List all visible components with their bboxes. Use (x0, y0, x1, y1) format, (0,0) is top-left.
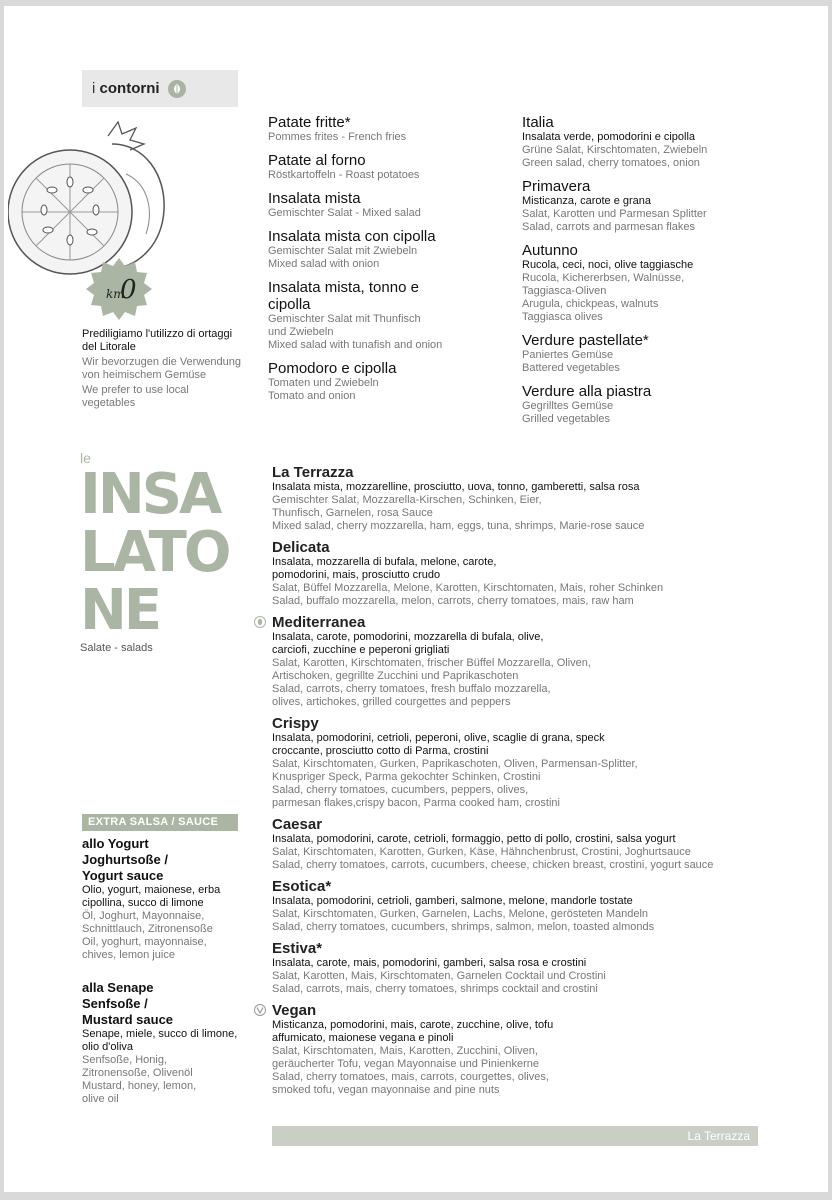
item-name: Verdure alla piastra (522, 383, 652, 400)
salad-name: Vegan (272, 1002, 317, 1019)
salad-name: Mediterranea (272, 614, 366, 631)
item-translation: Röstkartoffeln - Roast potatoes (268, 169, 420, 181)
item-translation-de: Tomaten und Zwiebeln (268, 377, 379, 389)
salad-translation-de: Salat, Kirschtomaten, Karotten, Gurken, Käse, Hähnchenbrust, Crostini, Joghurtsauce (272, 846, 691, 858)
item-description: Rucola, ceci, noci, olive taggiasche (522, 259, 694, 271)
salsa-item (82, 836, 242, 962)
insalatone-title (80, 450, 260, 654)
salsa-name: alla Senape Senfsoße / Mustard sauce (82, 980, 174, 1027)
leaf-badge-icon (168, 80, 186, 98)
item-translation-en: Mixed salad with onion (268, 258, 380, 270)
item-name: Autunno (522, 242, 578, 259)
salad-item (272, 614, 772, 709)
salad-translation-en: Salad, carrots, mais, cherry tomatoes, shrimps cocktail and crostini (272, 983, 598, 995)
salsa-description: Olio, yogurt, maionese, erba cipollina, succo di limone (82, 884, 221, 909)
vegan-icon (254, 1004, 266, 1016)
salad-name: Estiva* (272, 940, 323, 957)
insalatone-row-1: INSA (80, 462, 220, 527)
item-translation-de: Gemischter Salat mit Thunfisch und Zwiebeln (268, 313, 421, 338)
salad-translation-de: Salat, Karotten, Mais, Kirschtomaten, Garnelen Cocktail und Crostini (272, 970, 606, 982)
item-translation-en: Mixed salad with tunafish and onion (268, 339, 443, 351)
km0-seal-icon (86, 256, 152, 322)
insalatone-row-2: LATO (80, 520, 229, 585)
item-name: Insalata mista (268, 190, 361, 207)
salad-description: Insalata mista, mozzarelline, prosciutto, uova, tonno, gamberetti, salsa rosa (272, 481, 640, 493)
menu-item (268, 190, 496, 220)
salsa-description: Senape, miele, succo di limone, olio d'oliva (82, 1028, 238, 1053)
salad-translation-de: Salat, Karotten, Kirschtomaten, frischer Büffel Mozzarella, Oliven, Artischoken, gegrillte Zucchini und Paprikaschoten (272, 657, 591, 682)
item-name: Primavera (522, 178, 591, 195)
menu-item (522, 178, 752, 234)
local-vegetables-note (82, 328, 242, 410)
salad-description: Misticanza, pomodorini, mais, carote, zucchine, olive, tofu affumicato, maionese vegana e pinoli (272, 1019, 554, 1044)
item-translation-en: Grilled vegetables (522, 413, 611, 425)
salad-name: Crispy (272, 715, 319, 732)
insalatone-le: le (80, 450, 91, 466)
salad-item (272, 1002, 772, 1097)
item-translation-de: Grüne Salat, Kirschtomaten, Zwiebeln (522, 144, 708, 156)
item-name: Italia (522, 114, 554, 131)
item-name: Insalata mista con cipolla (268, 228, 436, 245)
svg-text:km: km (106, 287, 125, 301)
salad-name: La Terrazza (272, 464, 354, 481)
salad-translation-de: Salat, Kirschtomaten, Gurken, Paprikaschoten, Oliven, Parmensan-Splitter, Knuspriger Speck, Parma gekochter Schinken, Crostini (272, 758, 638, 783)
item-description: Misticanza, carote e grana (522, 195, 652, 207)
menu-item (268, 279, 496, 352)
note-de: Wir bevorzugen die Verwendung von heimischem Gemüse (82, 356, 241, 381)
salad-translation-en: Salad, buffalo mozzarella, melon, carrots, cherry tomatoes, mais, raw ham (272, 595, 634, 607)
salad-item (272, 878, 772, 934)
menu-item (522, 242, 752, 324)
salad-item (272, 539, 772, 608)
salad-description: Insalata, pomodorini, cetrioli, gamberi, salmone, melone, mandorle tostate (272, 895, 633, 907)
menu-item (522, 114, 752, 170)
section-prefix: i (92, 80, 96, 97)
salad-item (272, 940, 772, 996)
item-translation-en: Salad, carrots and parmesan flakes (522, 221, 696, 233)
salad-translation-de: Salat, Büffel Mozzarella, Melone, Karotten, Kirschtomaten, Mais, roher Schinken (272, 582, 664, 594)
insalatone-row-3: NE (80, 578, 160, 643)
salad-translation-en: Mixed salad, cherry mozzarella, ham, eggs, tuna, shrimps, Marie-rose sauce (272, 520, 645, 532)
item-translation-de: Rucola, Kichererbsen, Walnüsse, Taggiasca-Oliven (522, 272, 685, 297)
item-translation-de: Salat, Karotten und Parmesan Splitter (522, 208, 707, 220)
salad-translation-de: Gemischter Salat, Mozzarella-Kirschen, Schinken, Eier, Thunfisch, Garnelen, rosa Sauce (272, 494, 542, 519)
svg-text:0: 0 (120, 275, 137, 305)
salsa-translation-en: Mustard, honey, lemon, olive oil (82, 1080, 197, 1105)
item-name: Verdure pastellate* (522, 332, 649, 349)
salad-description: Insalata, pomodorini, cetrioli, peperoni, olive, scaglie di grana, speck croccante, prosciutto cotto di Parma, crostini (272, 732, 605, 757)
item-translation: Gemischter Salat - Mixed salad (268, 207, 421, 219)
salad-name: Delicata (272, 539, 330, 556)
menu-item (268, 152, 496, 182)
salad-translation-en: Salad, carrots, cherry tomatoes, fresh buffalo mozzarella, olives, artichokes, grilled courgettes and peppers (272, 683, 551, 708)
salad-description: Insalata, carote, pomodorini, mozzarella di bufala, olive, carciofi, zucchine e peperoni grigliati (272, 631, 544, 656)
salad-translation-en: Salad, cherry tomatoes, cucumbers, peppers, olives, parmesan flakes,crispy bacon, Parma cooked ham, crostini (272, 784, 560, 809)
item-translation-de: Gegrilltes Gemüse (522, 400, 614, 412)
footer-bar: La Terrazza (272, 1126, 758, 1146)
menu-page (4, 6, 828, 1192)
salad-translation-de: Salat, Kirschtomaten, Mais, Karotten, Zucchini, Oliven, geräucherter Tofu, vegan Mayonnaise und Pinienkerne (272, 1045, 540, 1070)
item-name: Pomodoro e cipolla (268, 360, 397, 377)
extra-salsa-bar: EXTRA SALSA / SAUCE (82, 814, 238, 831)
menu-item (522, 332, 752, 375)
item-name: Insalata mista, tonno e cipolla (268, 279, 419, 313)
item-translation: Pommes frites - French fries (268, 131, 407, 143)
salad-name: Caesar (272, 816, 323, 833)
note-it: Prediligiamo l'utilizzo di ortaggi del Litorale (82, 328, 233, 353)
item-translation-de: Paniertes Gemüse (522, 349, 614, 361)
salad-description: Insalata, carote, mais, pomodorini, gamberi, salsa rosa e crostini (272, 957, 587, 969)
note-en: We prefer to use local vegetables (82, 384, 189, 409)
salad-translation-de: Salat, Kirschtomaten, Gurken, Garnelen, Lachs, Melone, gerösteten Mandeln (272, 908, 649, 920)
menu-item (522, 383, 752, 426)
sides-right-column (522, 114, 752, 434)
menu-item (268, 228, 496, 271)
salsa-name: allo Yogurt Joghurtsoße / Yogurt sauce (82, 836, 168, 883)
item-translation-de: Gemischter Salat mit Zwiebeln (268, 245, 418, 257)
menu-item (268, 360, 496, 403)
menu-item (268, 114, 496, 144)
salsa-item (82, 980, 242, 1106)
salsa-translation-en: Oil, yoghurt, mayonnaise, chives, lemon juice (82, 936, 207, 961)
salsa-translation-de: Senfsoße, Honig, Zitronensoße, Olivenöl (82, 1054, 193, 1079)
salad-description: Insalata, pomodorini, carote, cetrioli, formaggio, petto di pollo, crostini, salsa yogurt (272, 833, 676, 845)
sides-left-column (268, 114, 496, 411)
section-title: contorni (99, 80, 160, 97)
salads-list (272, 464, 772, 1103)
salad-name: Esotica* (272, 878, 332, 895)
item-translation-en: Arugula, chickpeas, walnuts Taggiasca olives (522, 298, 659, 323)
item-translation-en: Green salad, cherry tomatoes, onion (522, 157, 700, 169)
salsa-translation-de: Öl, Joghurt, Mayonnaise, Schnittlauch, Zitronensoße (82, 910, 213, 935)
salad-translation-en: Salad, cherry tomatoes, carrots, cucumbers, cheese, chicken breast, crostini, yogurt sauce (272, 859, 714, 871)
vegetarian-icon (254, 616, 266, 628)
salad-translation-en: Salad, cherry tomatoes, cucumbers, shrimps, salmon, melon, toasted almonds (272, 921, 655, 933)
salad-description: Insalata, mozzarella di bufala, melone, carote, pomodorini, mais, prosciutto crudo (272, 556, 497, 581)
insalatone-caption: Salate - salads (80, 642, 153, 654)
item-description: Insalata verde, pomodorini e cipolla (522, 131, 696, 143)
salad-translation-en: Salad, cherry tomatoes, mais, carrots, courgettes, olives, smoked tofu, vegan mayonnaise and pine nuts (272, 1071, 549, 1096)
item-translation-en: Tomato and onion (268, 390, 356, 402)
salad-item (272, 715, 772, 810)
salad-item (272, 464, 772, 533)
item-name: Patate al forno (268, 152, 366, 169)
salad-item (272, 816, 772, 872)
item-translation-en: Battered vegetables (522, 362, 620, 374)
item-name: Patate fritte* (268, 114, 351, 131)
section-header-contorni (82, 70, 238, 107)
